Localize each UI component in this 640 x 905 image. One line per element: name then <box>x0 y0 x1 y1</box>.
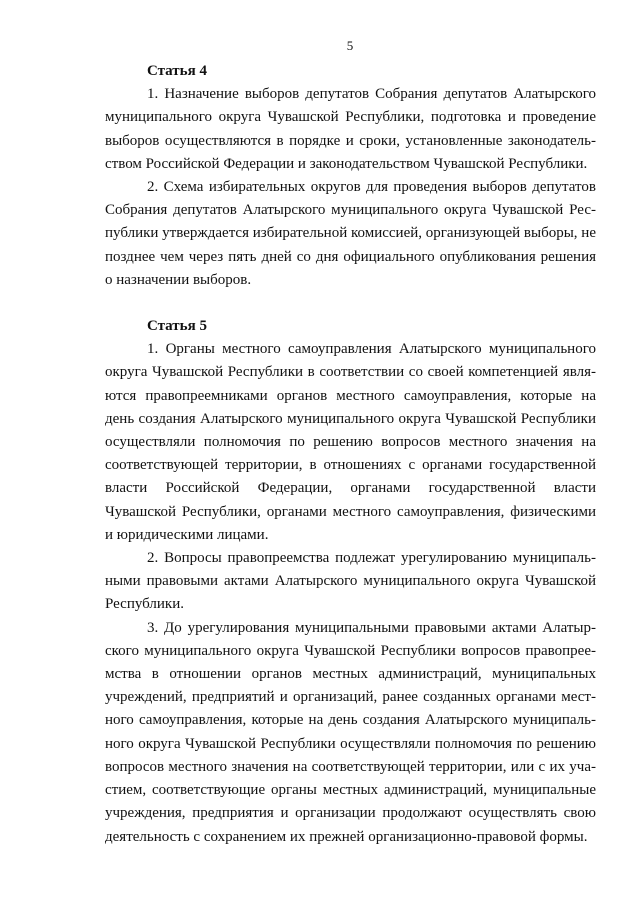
article-paragraph: 1. Назначение выборов депутатов Собрания депутатов Алатырского муниципального округа Чувашской Республики, подготовка и проведение выборов осуществляются в порядке и сроки, установленные законодательством Российской Федерации и законодательством Чувашской Республики. <box>105 86 596 172</box>
page-number: 5 <box>346 38 354 53</box>
article-paragraph: 2. Вопросы правопреемства подлежат урегулированию муниципальными правовыми актами Алатырского муниципального округа Чувашской Республики. <box>105 550 596 613</box>
article-heading: Статья 4 <box>147 63 207 79</box>
document-body <box>105 60 596 849</box>
article-5 <box>105 315 596 849</box>
section-spacer <box>105 292 596 315</box>
article-heading: Статья 5 <box>147 318 207 335</box>
article-paragraph: 1. Органы местного самоуправления Алатырского муниципального округа Чувашской Республики в соответствии со своей компетенцией являются правопреемниками органов местного самоуправления, которые на день создания Алатырского муниципального округа Чувашской Республики осуществляли полномочия по решению вопросов местного значения на соответствующей территории, в отношениях с органами государственной власти Российской Федерации, органами государственной власти Чувашской Республики, органами местного самоуправления, физическими и юридическими лицами. <box>105 341 596 543</box>
article-paragraph: 2. Схема избирательных округов для проведения выборов депутатов Собрания депутатов Алатырского муниципального округа Чувашской Республики утверждается избирательной комиссией, организующей выборы, не позднее чем через пять дней со дня официального опубликования решения о назначении выборов. <box>105 179 596 288</box>
article-paragraph: 3. До урегулирования муниципальными правовыми актами Алатырского муниципального округа Чувашской Республики вопросов правопреемства в отношении органов местных администраций, муниципальных учреждений, предприятий и организаций, ранее созданных органами местного самоуправления, которые на день создания Алатырского муниципального округа Чувашской Республики осуществляли полномочия по решению вопросов местного значения на соответствующей территории, или с их участием, соответствующие органы местных администраций, муниципальные учреждения, предприятия и организации продолжают осуществлять свою деятельность с сохранением их прежней организационно-правовой формы. <box>105 619 596 845</box>
article-4 <box>105 60 596 292</box>
